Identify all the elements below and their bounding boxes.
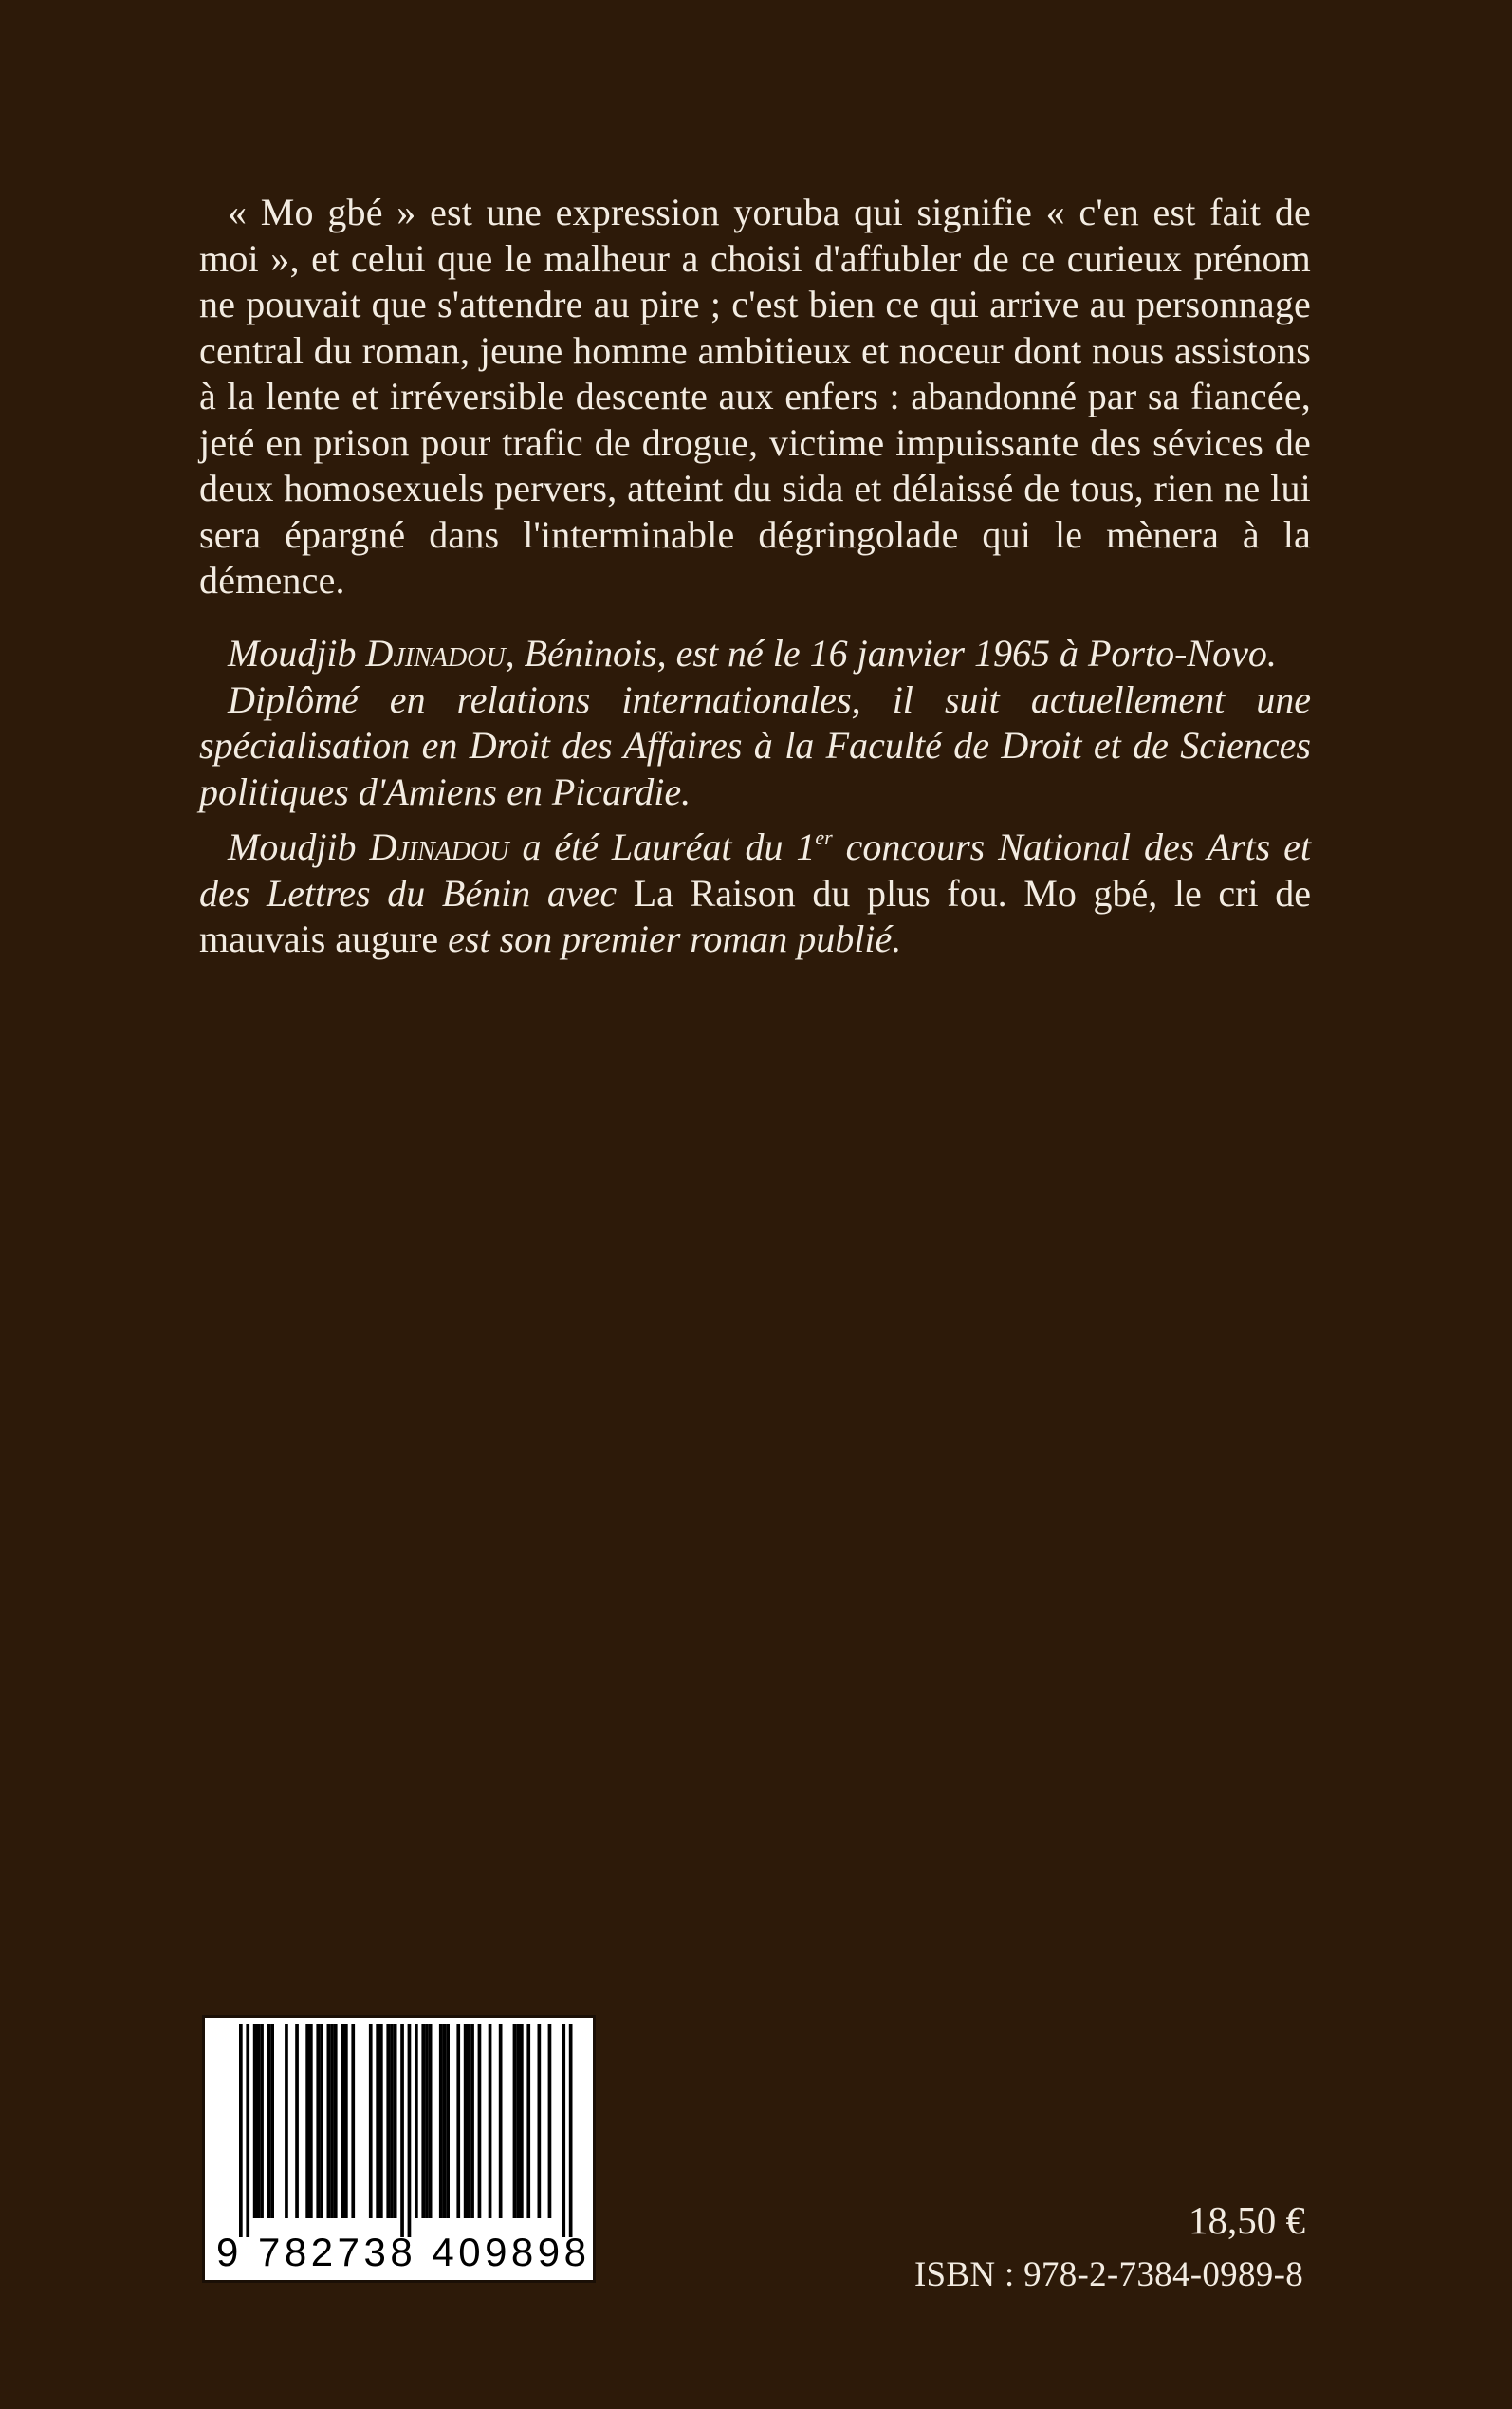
author-bio xyxy=(199,631,1311,963)
novel-publication-text: est son premier roman publié. xyxy=(438,917,902,960)
barcode-bar xyxy=(415,2024,418,2218)
bio-education-paragraph: Diplômé en relations internationales, il suit actuellement une spécialisation en Droit des Affaires à la Faculté de Droit et de Sciences politiques d'Amiens en Picardie. xyxy=(199,677,1311,813)
barcode-bar xyxy=(513,2024,517,2218)
award-ordinal-sup: er xyxy=(815,825,833,849)
barcode-bar xyxy=(267,2024,271,2218)
barcode-bar xyxy=(260,2024,264,2218)
barcode-bar xyxy=(390,2024,394,2218)
price: 18,50 € xyxy=(1189,2198,1305,2242)
summary-paragraph: « Mo gbé » est une expression yoruba qui signifie « c'en est fait de moi », et celui que le malheur a choisi d'affubler de ce curieux prénom ne pouvait que s'attendre au pire ; c'est bien ce qui arrive au personnage central du roman, jeune homme ambitieux et noceur dont nous assistons à la lente et irréversible descente aux enfers : abandonné par sa fiancée, jeté en prison pour trafic de drogue, victime impuissante des sévices de deux homosexuels pervers, atteint du sida et délaissé de tous, rien ne lui sera épargné dans l'interminable dégringolade qui le mènera à la démence. xyxy=(199,191,1311,602)
barcode-bar xyxy=(526,2024,530,2218)
barcode-bar xyxy=(330,2024,334,2218)
barcode-bar xyxy=(253,2024,257,2218)
isbn: ISBN : 978-2-7384-0989-8 xyxy=(913,2255,1303,2294)
barcode-bar xyxy=(394,2024,397,2218)
barcode-bar xyxy=(408,2024,412,2237)
barcode-bar xyxy=(569,2024,573,2237)
barcode-bar xyxy=(334,2024,338,2218)
barcode-bar xyxy=(257,2024,261,2218)
author-last-name: Djinadou xyxy=(365,632,506,675)
award-text-continued: concours National des Arts et des Lettres du Bénin avec xyxy=(199,825,1311,915)
barcode-bar xyxy=(489,2024,492,2218)
barcode-bar xyxy=(464,2024,468,2218)
author-last-name: Djinadou xyxy=(369,825,509,868)
barcode-bar xyxy=(239,2024,243,2237)
barcode-bar xyxy=(468,2024,471,2218)
barcode-bar xyxy=(351,2024,355,2218)
barcode-bar xyxy=(516,2024,520,2218)
bio-birth-text: , Béninois, est né le 16 janvier 1965 à Porto-Novo. xyxy=(505,632,1277,675)
barcode-bar xyxy=(520,2024,524,2218)
novel-title: Mo gbé, le cri de mauvais augure xyxy=(199,871,1312,960)
bio-award-paragraph xyxy=(199,815,1311,963)
barcode-bar xyxy=(400,2024,404,2237)
barcode-bar xyxy=(285,2024,288,2218)
bio-birth-paragraph xyxy=(199,631,1311,677)
barcode-bar xyxy=(443,2024,447,2218)
barcode-bar xyxy=(429,2024,433,2218)
barcode-bar xyxy=(562,2024,565,2237)
barcode-bar xyxy=(327,2024,331,2218)
barcode-bar xyxy=(376,2024,379,2218)
author-first-name: Moudjib xyxy=(228,825,370,868)
barcode-bar xyxy=(379,2024,383,2218)
barcode-bar xyxy=(470,2024,474,2218)
barcode-bar xyxy=(270,2024,274,2218)
barcode-bar xyxy=(439,2024,443,2218)
barcode-bar xyxy=(386,2024,390,2218)
barcode-bar xyxy=(341,2024,344,2218)
barcode-bar xyxy=(425,2024,429,2218)
author-first-name: Moudjib xyxy=(228,632,366,675)
barcode-bar xyxy=(344,2024,348,2218)
barcode-digits: 9 782738 409898 xyxy=(216,2230,591,2274)
barcode-bar xyxy=(309,2024,313,2218)
barcode-bar xyxy=(305,2024,309,2218)
barcode-bar xyxy=(316,2024,320,2218)
barcode-bar xyxy=(538,2024,542,2218)
award-separator: . xyxy=(997,871,1024,915)
barcode-bar xyxy=(295,2024,299,2218)
barcode-bar xyxy=(421,2024,425,2218)
barcode-bar xyxy=(369,2024,373,2218)
award-book-title: La Raison du plus fou xyxy=(633,871,998,915)
award-text: a été Lauréat du 1 xyxy=(508,825,816,868)
barcode-bar xyxy=(320,2024,323,2218)
barcode-bar xyxy=(499,2024,503,2218)
barcode-bar xyxy=(478,2024,482,2218)
barcode-bar xyxy=(548,2024,552,2218)
barcode-bar xyxy=(446,2024,450,2218)
barcode-bar xyxy=(456,2024,460,2218)
barcode-bar xyxy=(246,2024,249,2237)
barcode xyxy=(202,2015,596,2283)
